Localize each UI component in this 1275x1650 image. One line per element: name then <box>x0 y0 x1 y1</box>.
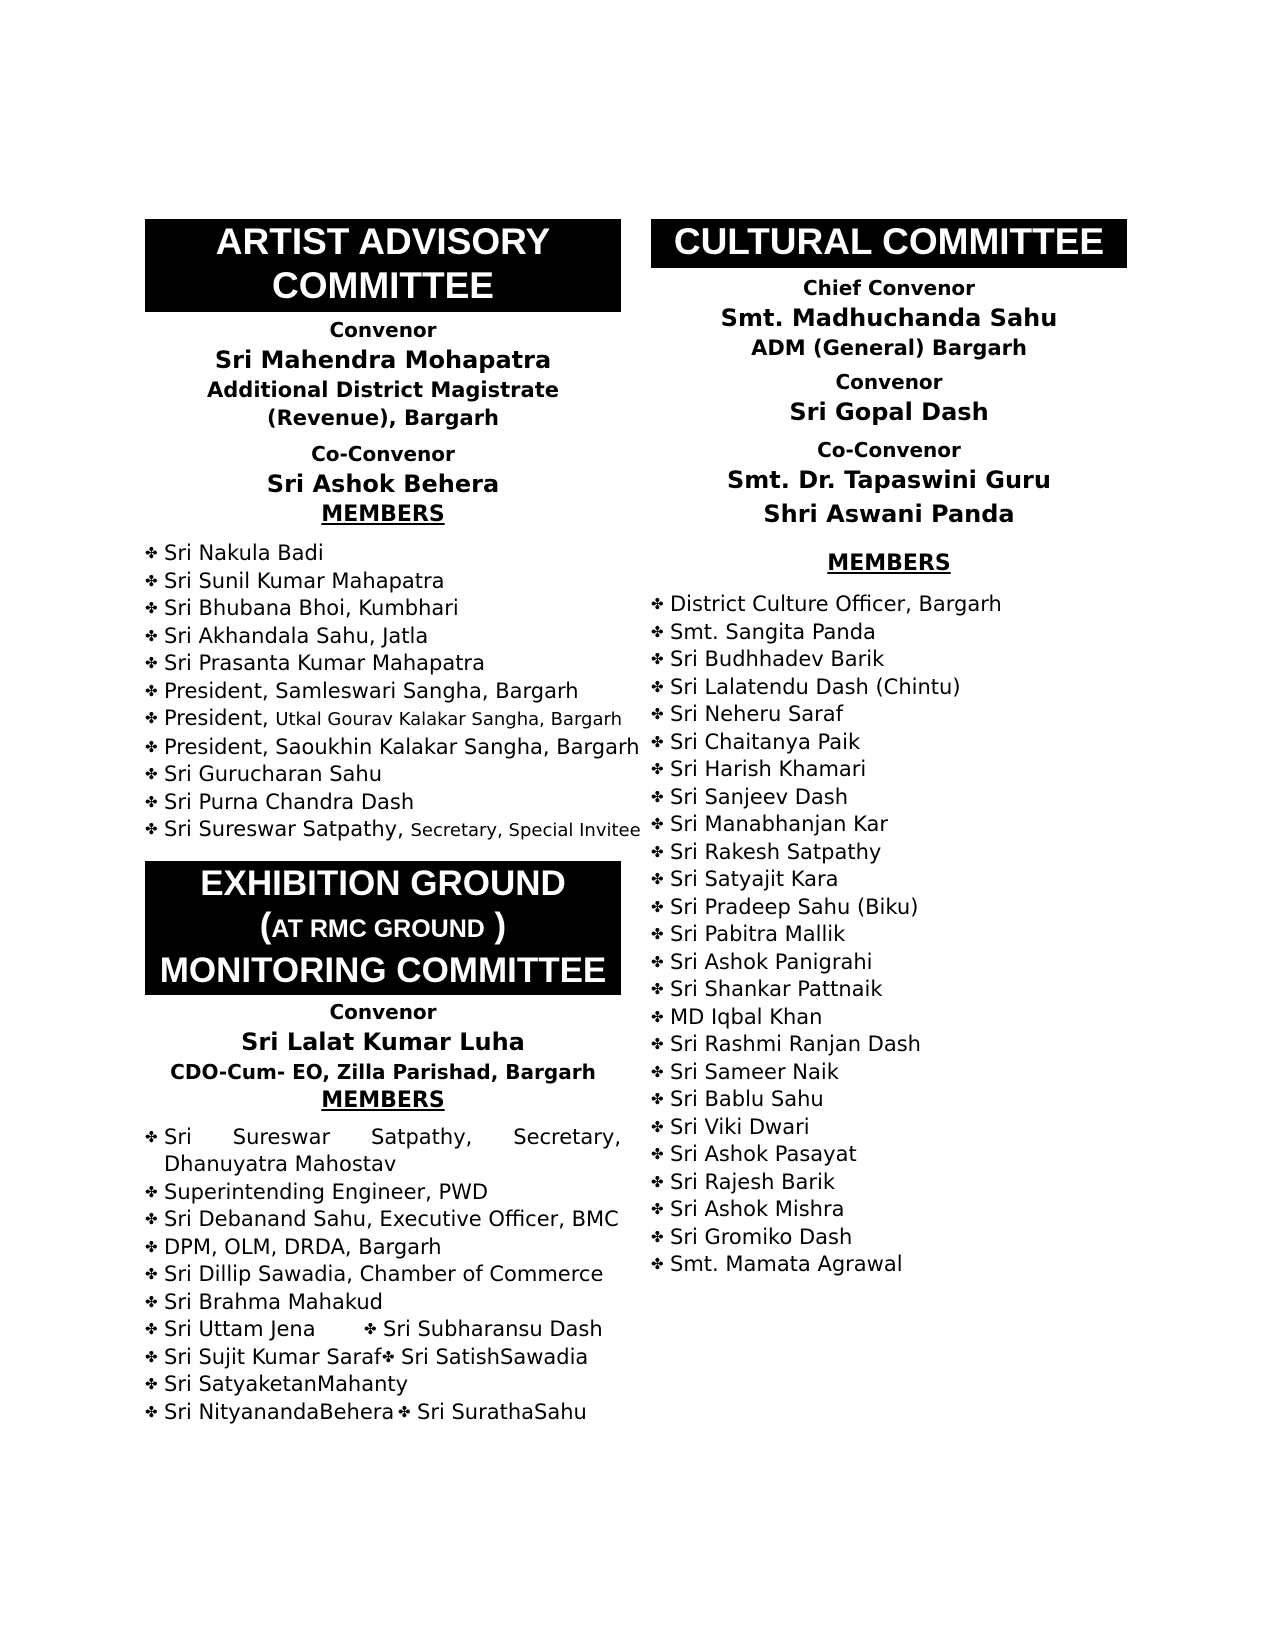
bullet-icon: ✤ <box>651 815 664 833</box>
list-item: ✤ Sri Ashok Mishra <box>651 1196 1127 1224</box>
bullet-icon: ✤ <box>651 1035 664 1053</box>
list-item: ✤ Sri Manabhanjan Kar <box>651 811 1127 839</box>
artist-convenor-desig1: Additional District Magistrate <box>207 378 559 402</box>
list-item: ✤ Sri Budhhadev Barik <box>651 646 1127 674</box>
list-item: ✤ Sri Shankar Pattnaik <box>651 976 1127 1004</box>
list-item: ✤ Sri Sureswar Satpathy, Secretary, Dhanuyatra Mahostav <box>145 1124 621 1176</box>
exhibition-members-pair <box>145 1399 621 1427</box>
list-item: ✤ Sri Bablu Sahu <box>651 1086 1127 1114</box>
list-item: ✤ MD Iqbal Khan <box>651 1004 1127 1032</box>
bullet-icon: ✤ <box>651 677 664 696</box>
exhibition-convenor-desig: CDO-Cum- EO, Zilla Parishad, Bargarh <box>170 1059 596 1084</box>
list-item: ✤ Sri Rajesh Barik <box>651 1169 1127 1197</box>
list-item: ✤ Sri Sanjeev Dash <box>651 784 1127 812</box>
cultural-members-list <box>651 591 1127 1279</box>
exhibition-officials <box>145 998 621 1086</box>
bullet-icon: ✤ <box>651 842 664 861</box>
bullet-icon: ✤ <box>145 1265 158 1283</box>
bullet-icon: ✤ <box>145 1402 158 1421</box>
list-item: ✤ Sri Harish Khamari <box>651 756 1127 784</box>
exhibition-members-list-2 <box>145 1371 621 1399</box>
list-item: ✤ Sri Ashok Panigrahi <box>651 949 1127 977</box>
bullet-icon: ✤ <box>651 650 664 668</box>
list-item: ✤ Superintending Engineer, PWD <box>145 1179 621 1207</box>
list-item: ✤ Sri Debanand Sahu, Executive Officer, BMC <box>145 1206 621 1234</box>
list-item: ✤ Smt. Mamata Agrawal <box>651 1251 1127 1279</box>
exhibition-members-pair <box>145 1316 621 1344</box>
bullet-icon: ✤ <box>145 709 158 727</box>
bullet-icon: ✤ <box>145 1182 158 1201</box>
bullet-icon: ✤ <box>145 820 158 838</box>
list-item: ✤ President, Saoukhin Kalakar Sangha, Bargarh <box>145 734 621 762</box>
artist-members-list <box>145 540 641 845</box>
exhibition-title-line1: EXHIBITION GROUND <box>200 863 566 903</box>
cultural-members-heading: MEMBERS <box>827 551 951 576</box>
bullet-icon: ✤ <box>145 1320 158 1338</box>
list-item: ✤ President, Utkal Gourav Kalakar Sangha, Bargarh <box>145 705 621 734</box>
exhibition-members-pair <box>145 1344 621 1372</box>
bullet-icon: ✤ <box>145 654 158 672</box>
exhibition-committee-banner <box>145 861 621 995</box>
list-item: ✤ Sri Sujit Kumar Saraf <box>145 1344 382 1372</box>
list-item: ✤ DPM, OLM, DRDA, Bargarh <box>145 1234 621 1262</box>
bullet-icon: ✤ <box>145 765 158 783</box>
bullet-icon: ✤ <box>651 870 664 888</box>
list-item: ✤ Sri Pabitra Mallik <box>651 921 1127 949</box>
list-item: ✤ President, Samleswari Sangha, Bargarh <box>145 678 621 706</box>
bullet-icon: ✤ <box>364 1320 377 1338</box>
bullet-icon: ✤ <box>145 1347 158 1366</box>
bullet-icon: ✤ <box>651 705 664 723</box>
list-item: ✤ Sri SatishSawadia <box>382 1344 588 1372</box>
list-item: ✤ Sri Pradeep Sahu (Biku) <box>651 894 1127 922</box>
bullet-icon: ✤ <box>651 622 664 641</box>
bullet-icon: ✤ <box>651 787 664 806</box>
exhibition-members-heading: MEMBERS <box>321 1087 445 1113</box>
bullet-icon: ✤ <box>145 544 158 562</box>
bullet-icon: ✤ <box>398 1402 411 1421</box>
artist-title-line1: ARTIST ADVISORY <box>215 221 551 262</box>
artist-officials <box>145 316 621 500</box>
list-item: ✤ Sri Ashok Pasayat <box>651 1141 1127 1169</box>
bullet-icon: ✤ <box>145 571 158 590</box>
bullet-icon: ✤ <box>651 952 664 971</box>
list-item: ✤ Sri Gurucharan Sahu <box>145 761 621 789</box>
list-item: ✤ Sri Rakesh Satpathy <box>651 839 1127 867</box>
cultural-committee-banner <box>651 219 1127 268</box>
list-item: ✤ Sri Viki Dwari <box>651 1114 1127 1142</box>
artist-title-line2: COMMITTEE <box>272 265 494 306</box>
list-item: ✤ Sri Lalatendu Dash (Chintu) <box>651 674 1127 702</box>
cultural-title: CULTURAL COMMITTEE <box>673 221 1105 262</box>
list-item: ✤ Sri Nakula Badi <box>145 540 621 568</box>
artist-members-heading: MEMBERS <box>321 502 445 527</box>
bullet-icon: ✤ <box>651 760 664 778</box>
exhibition-title-line2: (AT RMC GROUND ) <box>259 905 507 945</box>
bullet-icon: ✤ <box>145 792 158 811</box>
bullet-icon: ✤ <box>651 1062 664 1081</box>
bullet-icon: ✤ <box>145 1210 158 1228</box>
bullet-icon: ✤ <box>145 1292 158 1311</box>
list-item: ✤ Smt. Sangita Panda <box>651 619 1127 647</box>
cultural-chief-label: Chief Convenor <box>802 276 976 300</box>
artist-convenor-label: Convenor <box>329 318 437 342</box>
list-item: ✤ Sri Akhandala Sahu, Jatla <box>145 623 621 651</box>
list-item: ✤ District Culture Officer, Bargarh <box>651 591 1127 619</box>
list-item: ✤ Sri NityanandaBehera <box>145 1399 398 1427</box>
bullet-icon: ✤ <box>651 1172 664 1191</box>
bullet-icon: ✤ <box>651 1007 664 1026</box>
exhibition-title-line3: MONITORING COMMITTEE <box>159 950 607 990</box>
left-column <box>145 219 641 1426</box>
bullet-icon: ✤ <box>651 1145 664 1163</box>
bullet-icon: ✤ <box>651 925 664 943</box>
list-item: ✤ Sri SatyaketanMahanty <box>145 1371 621 1399</box>
list-item: ✤ Sri Chaitanya Paik <box>651 729 1127 757</box>
artist-convenor-name: Sri Mahendra Mohapatra <box>214 346 552 374</box>
list-item: ✤ Sri Bhubana Bhoi, Kumbhari <box>145 595 621 623</box>
bullet-icon: ✤ <box>651 1117 664 1136</box>
list-item: ✤ Sri Brahma Mahakud <box>145 1289 621 1317</box>
list-item: ✤ Sri Gromiko Dash <box>651 1224 1127 1252</box>
list-item: ✤ Sri Prasanta Kumar Mahapatra <box>145 650 621 678</box>
bullet-icon: ✤ <box>651 595 664 613</box>
bullet-icon: ✤ <box>651 1227 664 1246</box>
right-column <box>651 219 1127 1279</box>
bullet-icon: ✤ <box>651 1200 664 1218</box>
exhibition-convenor-name: Sri Lalat Kumar Luha <box>241 1027 525 1056</box>
cultural-chief-desig: ADM (General) Bargarh <box>751 336 1027 360</box>
cultural-officials <box>651 274 1127 530</box>
exhibition-convenor-label: Convenor <box>329 999 437 1024</box>
bullet-icon: ✤ <box>145 626 158 645</box>
cultural-coconvenor-name2: Shri Aswani Panda <box>763 500 1015 528</box>
list-item: ✤ Sri Sameer Naik <box>651 1059 1127 1087</box>
exhibition-members-list <box>145 1124 621 1317</box>
list-item: ✤ Sri Rashmi Ranjan Dash <box>651 1031 1127 1059</box>
list-item: ✤ Sri Dillip Sawadia, Chamber of Commerce <box>145 1261 621 1289</box>
bullet-icon: ✤ <box>145 737 158 756</box>
list-item: ✤ Sri Uttam Jena <box>145 1316 364 1344</box>
cultural-coconvenor-label: Co-Convenor <box>817 438 961 462</box>
bullet-icon: ✤ <box>651 732 664 751</box>
artist-committee-banner <box>145 219 621 312</box>
list-item: ✤ Sri SurathaSahu <box>398 1399 587 1427</box>
bullet-icon: ✤ <box>145 599 158 617</box>
bullet-icon: ✤ <box>145 1237 158 1256</box>
list-item: ✤ Sri Satyajit Kara <box>651 866 1127 894</box>
cultural-convenor-label: Convenor <box>835 370 943 394</box>
bullet-icon: ✤ <box>651 897 664 916</box>
bullet-icon: ✤ <box>382 1347 395 1366</box>
list-item: ✤ Sri Sunil Kumar Mahapatra <box>145 568 621 596</box>
bullet-icon: ✤ <box>651 1255 664 1273</box>
list-item: ✤ Sri Neheru Saraf <box>651 701 1127 729</box>
artist-convenor-desig2: (Revenue), Bargarh <box>266 406 499 430</box>
bullet-icon: ✤ <box>145 1375 158 1393</box>
bullet-icon: ✤ <box>651 1090 664 1108</box>
bullet-icon: ✤ <box>651 980 664 998</box>
cultural-coconvenor-name1: Smt. Dr. Tapaswini Guru <box>727 466 1051 494</box>
bullet-icon: ✤ <box>145 1127 158 1146</box>
artist-coconvenor-label: Co-Convenor <box>311 442 455 466</box>
list-item: ✤ Sri Subharansu Dash <box>364 1316 603 1344</box>
list-item: ✤ Sri Purna Chandra Dash <box>145 789 621 817</box>
bullet-icon: ✤ <box>145 681 158 700</box>
list-item: ✤ Sri Sureswar Satpathy, Secretary, Special Invitee <box>145 816 621 845</box>
cultural-convenor-name: Sri Gopal Dash <box>789 398 989 426</box>
cultural-chief-name: Smt. Madhuchanda Sahu <box>720 304 1058 332</box>
artist-coconvenor-name: Sri Ashok Behera <box>266 470 500 498</box>
